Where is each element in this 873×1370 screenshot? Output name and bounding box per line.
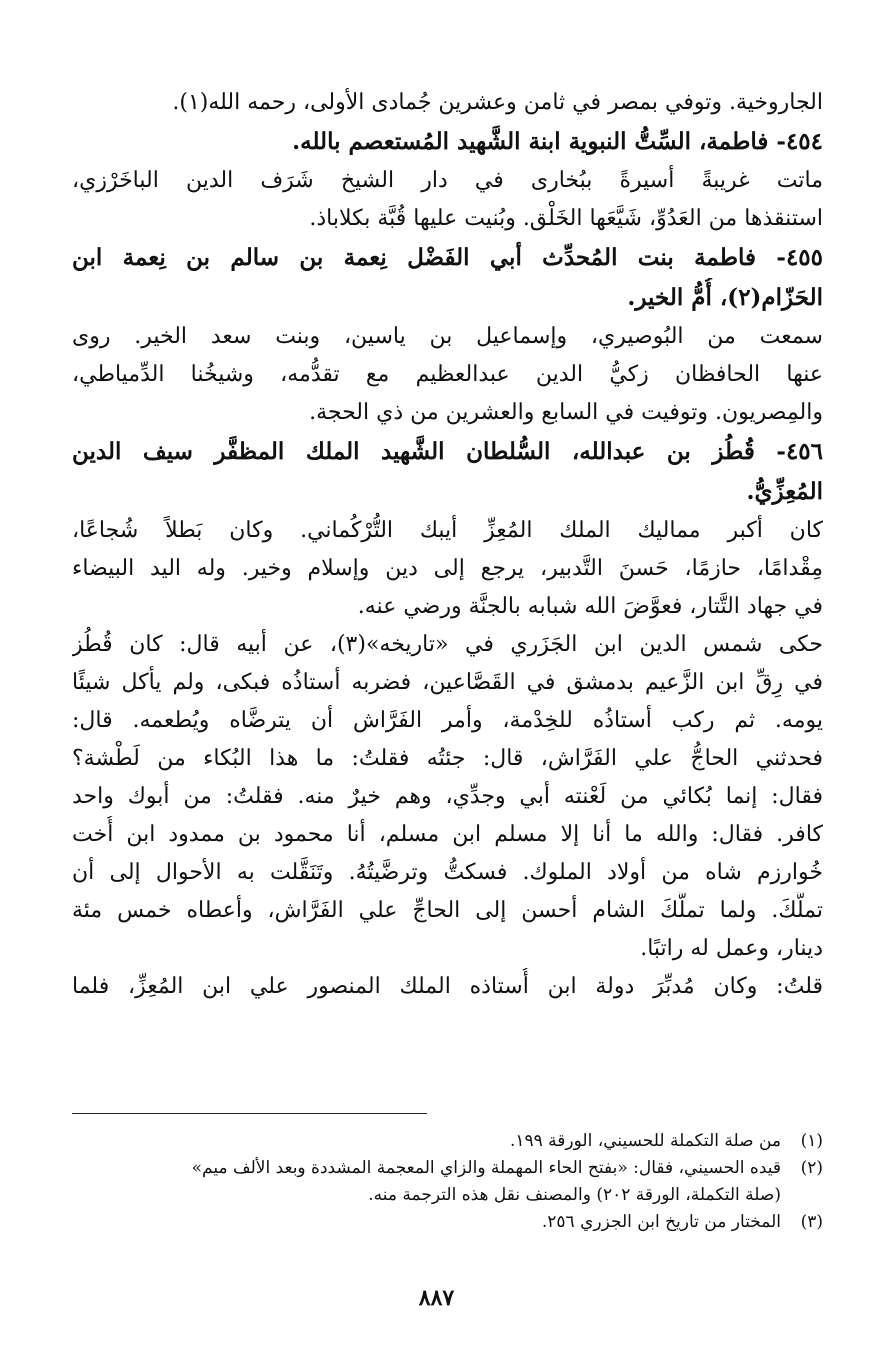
footnote-text (72, 1155, 781, 1209)
body-line: عنها الحافظان زكيُّ الدين عبدالعظيم مع تقدُّمه، وشيخُنا الدِّمياطي، (72, 362, 823, 387)
page-number: ٨٨٧ (418, 1285, 455, 1311)
footnote-separator (72, 1113, 427, 1114)
footnote-line: من صلة التكملة للحسيني، الورقة ١٩٩. (509, 1131, 781, 1151)
body-line: فقال: إنما بُكائي من لَعْنته أبي وجدِّي، وهم خيرٌ منه. فقلتُ: من أبوك واحد (72, 784, 823, 809)
footnote-text (72, 1128, 781, 1155)
body-line: حكى شمس الدين ابن الجَزَري في «تاريخه»(٣)، عن أبيه قال: كان قُطُز (72, 632, 823, 657)
body-line: استنقذها من العَدُوِّ، شَيَّعَها الخَلْق. وبُنيت عليها قُبَّة بكلاباذ. (309, 206, 823, 231)
entry-heading-line: المُعِزِّيُّ. (746, 478, 823, 505)
body-line: في جهاد التَّتار، فعوَّضَ الله شبابه بالجنَّة ورضي عنه. (357, 594, 823, 619)
footnote (72, 1209, 823, 1236)
body-line: الجاروخية. وتوفي بمصر في ثامن وعشرين جُمادى الأولى، رحمه الله(١). (172, 90, 823, 115)
footnote-line: (صلة التكملة، الورقة ٢٠٢) والمصنف نقل هذه الترجمة منه. (368, 1185, 781, 1205)
body-line: كان أكبر مماليك الملك المُعِزِّ أيبك التُّرْكُماني. وكان بَطلاً شُجاعًا، (72, 518, 823, 543)
footnote-line: المختار من تاريخ ابن الجزري ٢٥٦. (541, 1212, 781, 1232)
body-line: خُوارزم شاه من أولاد الملوك. فسكتُّ وترضَّيتُهُ. وتَنَقَّلت به الأحوال إلى أن (72, 860, 823, 885)
footnote-number: (١) (800, 1131, 823, 1151)
body-line: يومه. ثم ركب أستاذُه للخِدْمة، وأمر الفَرَّاش أن يترضَّاه ويُطعمه. قال: (72, 708, 823, 733)
body-line: في رِقِّ ابن الزَّعيم بدمشق في القَصَّاعين، فضربه أستاذُه فبكى، ولم يأكل شيئًا (72, 670, 823, 695)
body-line: كافر. فقال: والله ما أنا إلا مسلم ابن مسلم، أنا محمود بن ممدود ابن أُخت (72, 822, 823, 847)
body-line: فحدثني الحاجُّ علي الفَرَّاش، قال: جئتُه فقلتُ: ما هذا البُكاء من لَطْشة؟ (72, 746, 823, 771)
body-line: تملَّكَ. ولما تملَّكَ الشام أحسن إلى الحاجِّ علي الفَرَّاش، وأعطاه خمس مئة (72, 898, 823, 923)
footnote-number: (٢) (800, 1158, 823, 1178)
footnote-number: (٣) (800, 1212, 823, 1232)
body-line: ماتت غريبةً أسيرةً ببُخارى في دار الشيخ شَرَف الدين الباخَرْزي، (72, 168, 823, 193)
body-line: والمِصريون. وتوفيت في السابع والعشرين من ذي الحجة. (309, 400, 823, 425)
footnote (72, 1128, 823, 1155)
entry-heading-line: ٤٥٥- فاطمة بنت المُحدِّث أبي الفَضْل نِعمة بن سالم بن نِعمة ابن (72, 244, 823, 271)
body-line: سمعت من البُوصيري، وإسماعيل بن ياسين، وبنت سعد الخير. روى (72, 324, 823, 349)
footnote-text (72, 1209, 781, 1236)
body-text (72, 84, 823, 1006)
entry-heading-line: الحَزّام(٢)، أُمُّ الخير. (627, 284, 823, 311)
entry-heading-line: ٤٥٤- فاطمة، السِّتُّ النبوية ابنة الشَّهيد المُستعصم بالله. (292, 128, 823, 155)
footnote (72, 1155, 823, 1209)
body-line: قلتُ: وكان مُدبِّرَ دولة ابن أُستاذه الملك المنصور علي ابن المُعِزِّ، فلما (72, 974, 823, 999)
footnote-line: قيده الحسيني، فقال: «بفتح الحاء المهملة والزاي المعجمة المشددة وبعد الألف ميم» (191, 1158, 781, 1178)
footnotes (72, 1128, 823, 1236)
body-line: مِقْدامًا، حازمًا، حَسنَ التَّدبير، يرجع إلى دين وإسلام وخير. وله اليد البيضاء (72, 556, 823, 581)
body-line: دينار، وعمل له راتبًا. (640, 936, 823, 961)
entry-heading-line: ٤٥٦- قُطُز بن عبدالله، السُّلطان الشَّهيد الملك المظفَّر سيف الدين (72, 438, 823, 465)
